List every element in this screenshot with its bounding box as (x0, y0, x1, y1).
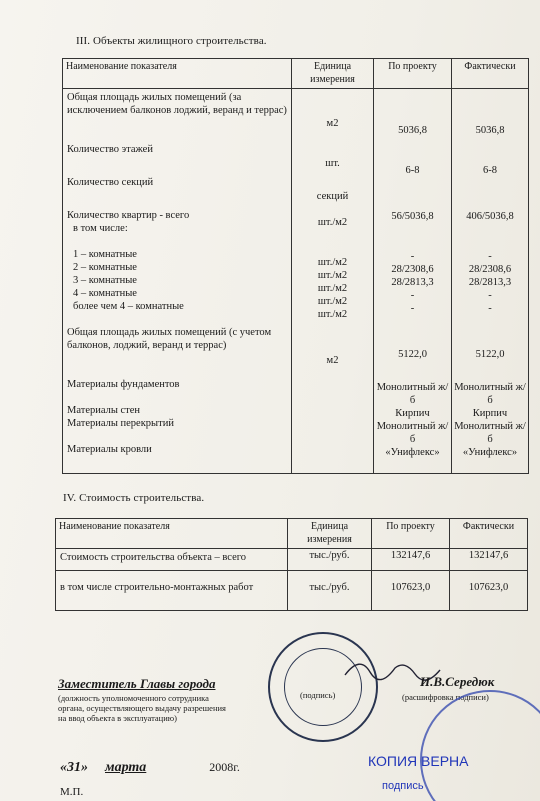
units-column (292, 89, 374, 474)
cost-total-plan: 132147,6 (372, 549, 450, 571)
cost-total-fact: 132147,6 (450, 549, 528, 571)
row-apt1-fact: - (488, 251, 492, 262)
row-area-excl-fact: 5036,8 (475, 125, 505, 136)
cost-table (55, 518, 528, 611)
row-apts-total-unit: шт./м2 (317, 217, 348, 228)
row-apt2-unit: шт./м2 (317, 270, 348, 281)
row-mat-walls-fact: Кирпич (472, 408, 508, 419)
row-apt3-unit: шт./м2 (317, 283, 348, 294)
table-body-row (63, 89, 529, 474)
row-sections-unit: секций (316, 191, 349, 202)
seal-place-label: М.П. (60, 786, 84, 798)
cost-smr-fact: 107623,0 (450, 571, 528, 611)
row-area-excl-name: Общая площадь жилых помещений (за исключением балконов лоджий, веранд и террас) (67, 92, 287, 117)
header-plan: По проекту (372, 519, 450, 549)
row-sections-name: Количество секций (67, 177, 154, 188)
row-apt1-unit: шт./м2 (317, 257, 348, 268)
organization-stamp (420, 690, 540, 801)
row-floors-name: Количество этажей (67, 144, 153, 155)
row-apt2-plan: 28/2308,6 (391, 264, 434, 275)
row-apt4-plan: - (410, 290, 415, 301)
position-caption: (должность уполномоченного сотрудника органа, осуществляющего выдачу разрешения на ввод объекта в эксплуатацию) (58, 693, 226, 724)
row-area-excl-plan: 5036,8 (398, 125, 427, 136)
header-plan: По проекту (374, 59, 452, 89)
cost-smr-unit: тыс./руб. (288, 571, 372, 611)
row-area-incl-name: Общая площадь жилых помещений (с учетом балконов, лоджий, веранд и террас) (67, 327, 272, 352)
row-mat-roof-plan: «Унифлекс» (385, 447, 440, 458)
date-month: марта (105, 760, 147, 775)
row-apt2-name: 2 – комнатные (73, 262, 137, 273)
row-incl-name: в том числе: (73, 223, 128, 234)
fact-column (452, 89, 529, 474)
header-fact: Фактически (450, 519, 528, 549)
row-apt5-plan: - (410, 303, 415, 314)
row-mat-roof-fact: «Унифлекс» (462, 447, 518, 458)
row-area-excl-unit: м2 (326, 118, 339, 129)
cost-total-name: Стоимость строительства объекта – всего (56, 549, 288, 571)
row-mat-roof-name: Материалы кровли (67, 444, 152, 455)
row-area-incl-plan: 5122,0 (398, 349, 427, 360)
table-row (56, 571, 528, 611)
header-unit: Единица измерения (292, 59, 374, 89)
names-column (63, 89, 292, 474)
header-name: Наименование показателя (56, 519, 288, 549)
row-mat-floors-fact: Монолитный ж/б (454, 421, 526, 446)
row-floors-fact: 6-8 (483, 165, 497, 176)
row-apt3-plan: 28/2813,3 (391, 277, 434, 288)
row-mat-found-plan: Монолитный ж/б (376, 382, 449, 407)
signature-caption: (подпись) (300, 690, 336, 700)
row-apts-total-name: Количество квартир - всего (67, 210, 190, 221)
row-apts-total-fact: 406/5036,8 (466, 211, 514, 222)
cost-total-unit: тыс./руб. (288, 549, 372, 571)
row-area-incl-fact: 5122,0 (475, 349, 505, 360)
header-name: Наименование показателя (63, 59, 292, 89)
row-apt4-name: 4 – комнатные (73, 288, 137, 299)
row-apt1-plan: - (410, 251, 415, 262)
table-header-row (63, 59, 529, 89)
row-apt5-name: более чем 4 – комнатные (73, 301, 184, 312)
row-floors-plan: 6-8 (405, 165, 420, 176)
row-floors-unit: шт. (325, 158, 340, 169)
date-year: 2008г. (209, 760, 240, 774)
row-apt5-unit: шт./м2 (317, 309, 348, 320)
row-apt4-fact: - (488, 290, 492, 301)
cost-smr-name: в том числе строительно-монтажных работ (56, 571, 288, 611)
row-apt3-fact: 28/2813,3 (468, 277, 512, 288)
signatory-position: Заместитель Главы города (58, 676, 216, 691)
cost-smr-plan: 107623,0 (372, 571, 450, 611)
row-mat-walls-plan: Кирпич (395, 408, 430, 419)
row-mat-found-fact: Монолитный ж/б (454, 382, 526, 407)
row-apt4-unit: шт./м2 (317, 296, 348, 307)
row-apt5-fact: - (488, 303, 492, 314)
plan-column (374, 89, 452, 474)
row-apt2-fact: 28/2308,6 (468, 264, 512, 275)
table-header-row (56, 519, 528, 549)
row-mat-found-name: Материалы фундаментов (67, 379, 180, 390)
housing-table (62, 58, 529, 474)
header-fact: Фактически (452, 59, 529, 89)
name-caption: (расшифровка подписи) (402, 692, 489, 702)
row-apts-total-plan: 56/5036,8 (391, 211, 434, 222)
row-area-incl-unit: м2 (326, 355, 339, 366)
row-apt3-name: 3 – комнатные (73, 275, 137, 286)
section4-title: IV. Стоимость строительства. (63, 492, 205, 504)
table-row (56, 549, 528, 571)
signature-date (60, 760, 240, 776)
copy-stamp-signature-label: подпись (382, 780, 424, 792)
signatory-name: И.В.Середюк (420, 674, 495, 689)
section3-title: III. Объекты жилищного строительства. (76, 35, 267, 47)
row-apt1-name: 1 – комнатные (73, 249, 137, 260)
copy-verified-stamp: КОПИЯ ВЕРНА (368, 753, 469, 769)
row-mat-walls-name: Материалы стен (67, 405, 141, 416)
header-unit: Единица измерения (288, 519, 372, 549)
date-day: «31» (60, 760, 88, 775)
row-mat-floors-plan: Монолитный ж/б (376, 421, 449, 446)
row-mat-floors-name: Материалы перекрытий (67, 418, 174, 429)
